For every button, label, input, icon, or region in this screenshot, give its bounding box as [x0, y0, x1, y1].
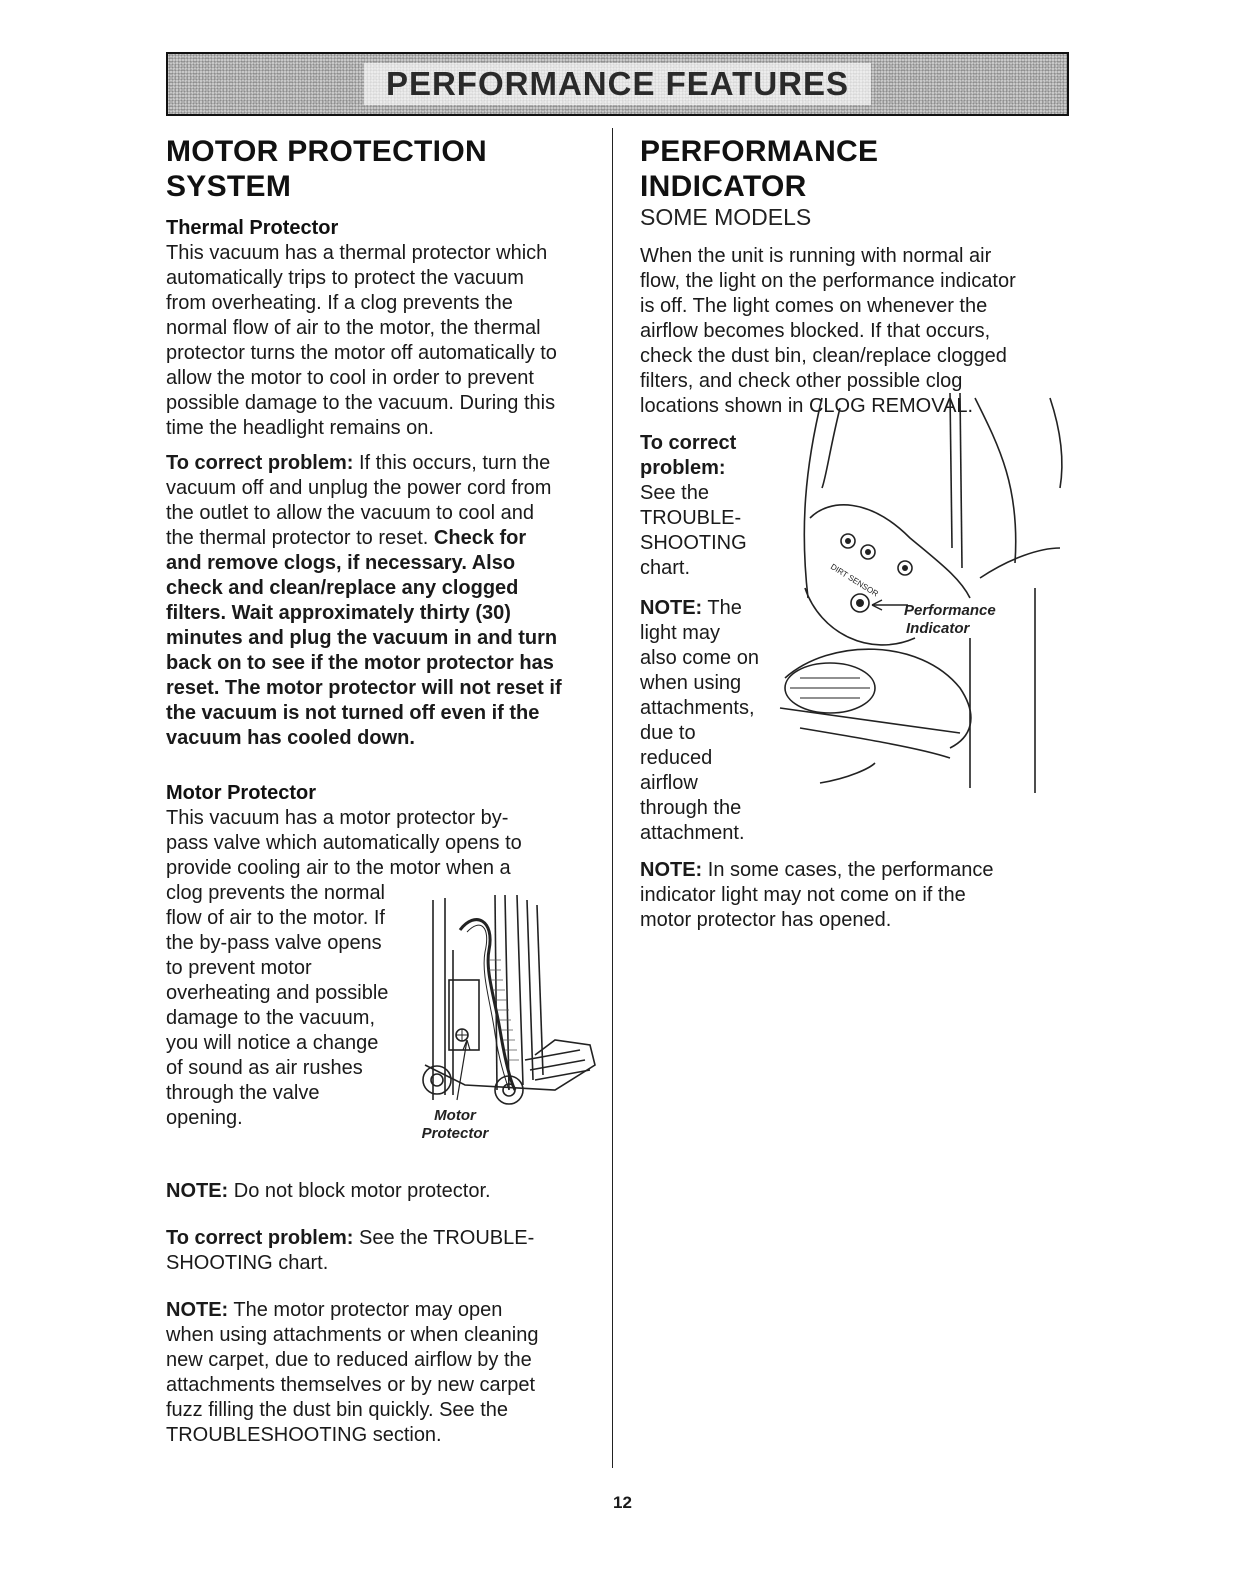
- text-line: opening.: [166, 1107, 243, 1129]
- note-label: NOTE:: [166, 1180, 229, 1202]
- text-line: when using: [640, 672, 742, 694]
- text-line: protector turns the motor off automatically to: [166, 342, 557, 364]
- text-line: is off. The light comes on whenever the: [640, 295, 988, 317]
- note-label: NOTE:: [640, 597, 703, 619]
- text-line: vacuum off and unplug the power cord from: [166, 477, 552, 499]
- text-line: time the headlight remains on.: [166, 417, 434, 439]
- right-note-motor-protector: [640, 858, 1050, 933]
- thermal-protector-title: Thermal Protector: [166, 217, 339, 239]
- text-line: automatically trips to protect the vacuum: [166, 267, 524, 289]
- note-label: NOTE:: [640, 859, 703, 881]
- motor-protection-heading: [166, 134, 596, 204]
- text-line: check the dust bin, clean/replace clogged: [640, 345, 1007, 367]
- performance-indicator-caption: [890, 602, 1040, 638]
- text-line: TROUBLE-: [640, 507, 742, 529]
- text-line: pass valve which automatically opens to: [166, 832, 522, 854]
- caption-line: Indicator: [906, 620, 970, 637]
- caption-line: Motor: [434, 1107, 476, 1124]
- text-line: reset. The motor protector will not reset if: [166, 677, 562, 699]
- text-line: back on to see if the motor protector has: [166, 652, 554, 674]
- performance-indicator-illustration: [760, 388, 1070, 798]
- text-line: reduced: [640, 747, 713, 769]
- correct-problem-label: To correct problem:: [166, 1227, 354, 1249]
- note-motor-protector-open: [166, 1298, 596, 1448]
- text-line: flow, the light on the performance indicator: [640, 270, 1016, 292]
- thermal-correct-problem: [166, 451, 596, 751]
- text-line: The motor protector may open: [228, 1299, 503, 1321]
- text-line: provide cooling air to the motor when a: [166, 857, 511, 879]
- motor-protector-caption: [400, 1107, 510, 1143]
- text-line: and remove clogs, if necessary. Also: [166, 552, 516, 574]
- text-line: fuzz filling the dust bin quickly. See the: [166, 1399, 509, 1421]
- text-line: SHOOTING chart.: [166, 1252, 329, 1274]
- text-line: SHOOTING: [640, 532, 747, 554]
- correct-problem-label: To correct problem:: [166, 452, 354, 474]
- text-line: to prevent motor: [166, 957, 312, 979]
- text-line: light may: [640, 622, 721, 644]
- correct-problem-2: [166, 1226, 596, 1276]
- text-line: TROUBLESHOOTING section.: [166, 1424, 442, 1446]
- heading-line: MOTOR PROTECTION: [166, 135, 487, 168]
- note-do-not-block: [166, 1179, 596, 1204]
- text-line: the vacuum is not turned off even if the: [166, 702, 540, 724]
- right-correct-problem: [640, 431, 780, 581]
- text-line: In some cases, the performance: [702, 859, 994, 881]
- text-line: vacuum has cooled down.: [166, 727, 415, 749]
- text-line: of sound as air rushes: [166, 1057, 363, 1079]
- text-line: clog prevents the normal: [166, 882, 386, 904]
- some-models-subheading: SOME MODELS: [640, 204, 812, 230]
- text-line: filters. Wait approximately thirty (30): [166, 602, 511, 624]
- text-line: airflow becomes blocked. If that occurs,: [640, 320, 991, 342]
- text-line: airflow: [640, 772, 698, 794]
- dirt-sensor-label: DIRT SENSOR: [828, 562, 880, 599]
- text-line: attachment.: [640, 822, 745, 844]
- vacuum-motor-protector-illustration: [405, 890, 610, 1120]
- text-line: normal flow of air to the motor, the thermal: [166, 317, 541, 339]
- text-line: locations shown in CLOG REMOVAL.: [640, 395, 974, 417]
- performance-indicator-heading: PERFORMANCE INDICATOR: [640, 135, 879, 203]
- text-line: new carpet, due to reduced airflow by the: [166, 1349, 532, 1371]
- text-line: due to: [640, 722, 696, 744]
- heading-line: SYSTEM: [166, 170, 292, 203]
- text-line: from overheating. If a clog prevents the: [166, 292, 513, 314]
- text-line: indicator light may not come on if the: [640, 884, 966, 906]
- text-line: When the unit is running with normal air: [640, 245, 992, 267]
- text-line: minutes and plug the vacuum in and turn: [166, 627, 558, 649]
- section-banner: [166, 52, 1069, 116]
- text-line: See the: [640, 482, 709, 504]
- text-line: through the: [640, 797, 742, 819]
- text-line: the thermal protector to reset.: [166, 527, 434, 549]
- text-line: If this occurs, turn the: [353, 452, 551, 474]
- text-line: This vacuum has a thermal protector which: [166, 242, 548, 264]
- correct-problem-label: To correct: [640, 432, 737, 454]
- text-line: overheating and possible: [166, 982, 389, 1004]
- caption-line: Performance: [904, 602, 996, 619]
- text-line: damage to the vacuum,: [166, 1007, 376, 1029]
- note-label: NOTE:: [166, 1299, 229, 1321]
- thermal-protector-body: [166, 241, 596, 441]
- text-line: chart.: [640, 557, 691, 579]
- page-number: 12: [613, 1493, 632, 1512]
- text-line: possible damage to the vacuum. During this: [166, 392, 556, 414]
- banner-title: PERFORMANCE FEATURES: [364, 63, 871, 105]
- text-line: Check for: [433, 527, 527, 549]
- text-line: flow of air to the motor. If: [166, 907, 385, 929]
- text-line: also come on: [640, 647, 759, 669]
- caption-line: Protector: [421, 1125, 489, 1142]
- text-line: See the TROUBLE-: [353, 1227, 535, 1249]
- text-line: This vacuum has a motor protector by-: [166, 807, 509, 829]
- correct-problem-label: problem:: [640, 457, 726, 479]
- text-line: you will notice a change: [166, 1032, 379, 1054]
- text-line: attachments,: [640, 697, 755, 719]
- text-line: filters, and check other possible clog: [640, 370, 963, 392]
- text-line: the by-pass valve opens: [166, 932, 382, 954]
- text-line: allow the motor to cool in order to prevent: [166, 367, 534, 389]
- text-line: The: [702, 597, 742, 619]
- text-line: when using attachments or when cleaning: [166, 1324, 539, 1346]
- text-line: the outlet to allow the vacuum to cool and: [166, 502, 535, 524]
- text-line: Do not block motor protector.: [228, 1180, 491, 1202]
- text-line: attachments themselves or by new carpet: [166, 1374, 536, 1396]
- text-line: check and clean/replace any clogged: [166, 577, 519, 599]
- motor-protector-title: Motor Protector: [166, 782, 316, 804]
- column-divider: [612, 128, 613, 1468]
- left-column: [166, 134, 596, 1448]
- text-line: through the valve: [166, 1082, 320, 1104]
- text-line: motor protector has opened.: [640, 909, 892, 931]
